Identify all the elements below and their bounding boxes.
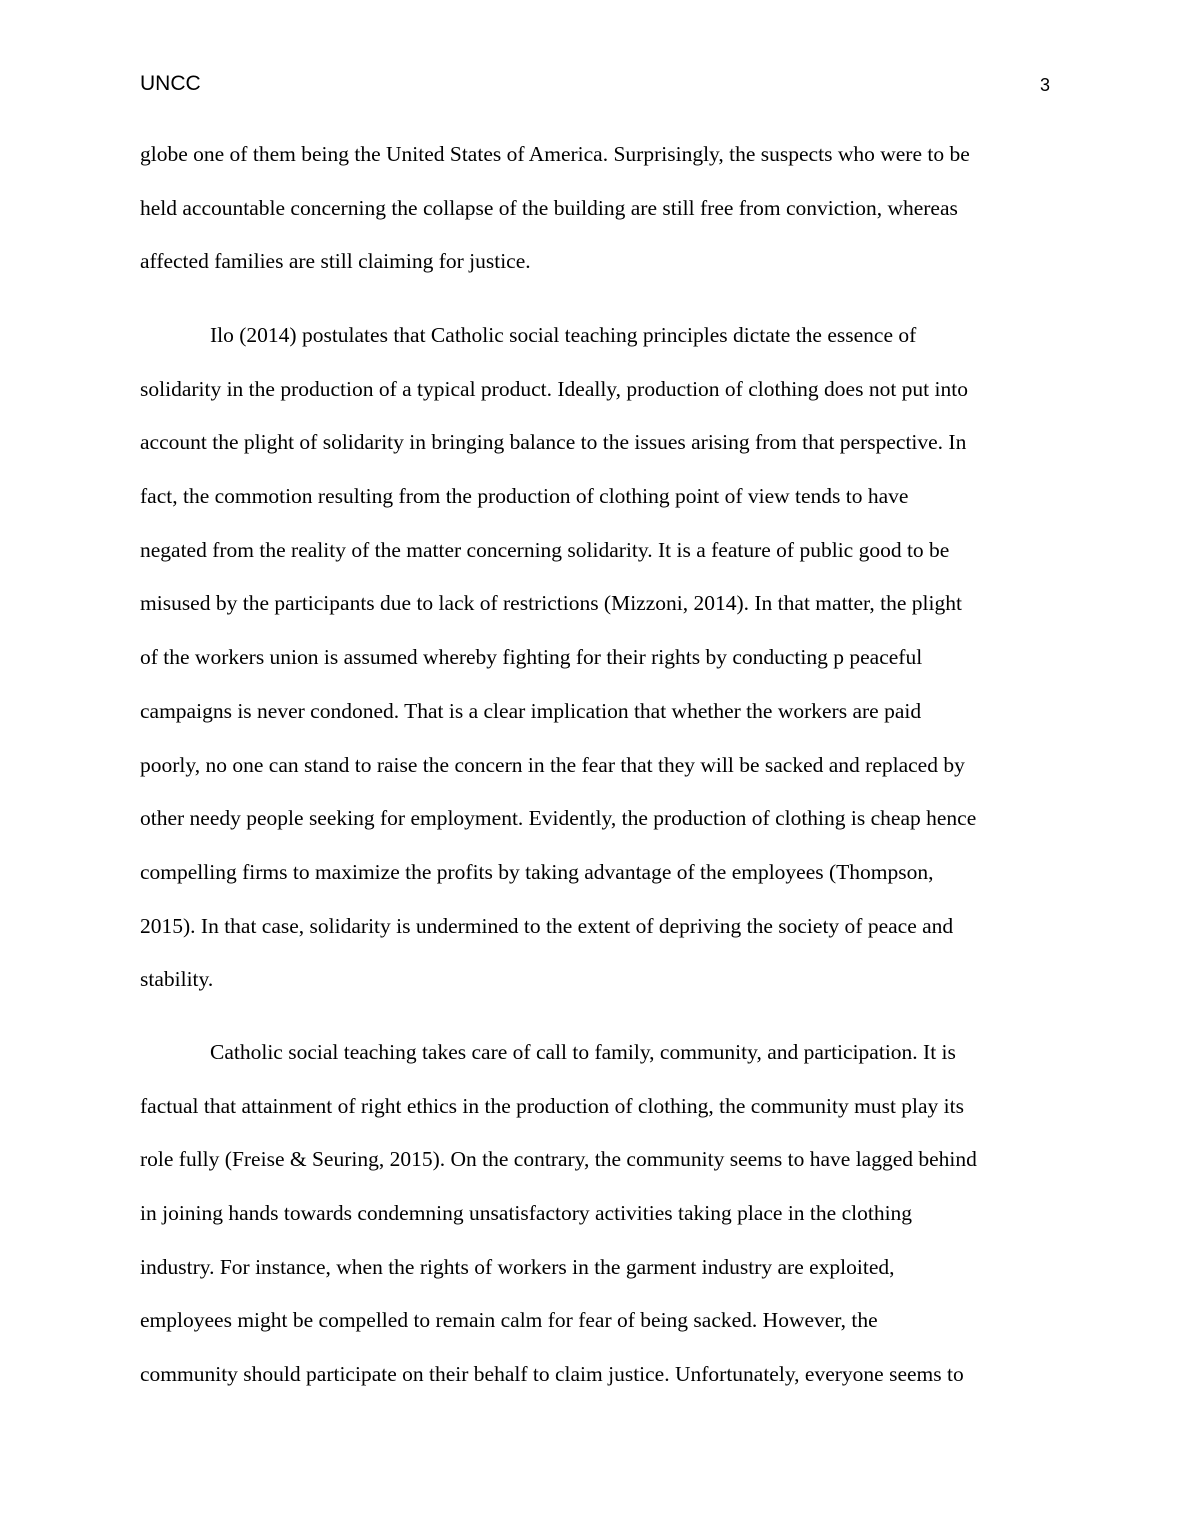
- text-line: in joining hands towards condemning unsatisfactory activities taking place in the clothing: [140, 1201, 913, 1226]
- text-line: Catholic social teaching takes care of call to family, community, and participation. It is: [210, 1040, 956, 1064]
- text-line: affected families are still claiming for justice.: [140, 249, 531, 274]
- text-line: misused by the participants due to lack of restrictions (Mizzoni, 2014). In that matter, the plight: [140, 591, 962, 616]
- paragraph-1: [140, 141, 1050, 302]
- text-line: held accountable concerning the collapse of the building are still free from conviction, whereas: [140, 195, 958, 220]
- text-line: campaigns is never condoned. That is a clear implication that whether the workers are paid: [140, 698, 922, 723]
- text-line: account the plight of solidarity in bringing balance to the issues arising from that perspective. In: [140, 430, 967, 455]
- text-line: other needy people seeking for employment. Evidently, the production of clothing is cheap hence: [140, 806, 977, 831]
- text-line: compelling firms to maximize the profits by taking advantage of the employees (Thompson,: [140, 859, 934, 884]
- text-line: community should participate on their behalf to claim justice. Unfortunately, everyone seems to: [140, 1362, 964, 1387]
- running-head: UNCC: [140, 72, 201, 95]
- text-line: role fully (Freise & Seuring, 2015). On the contrary, the community seems to have lagged behind: [140, 1147, 977, 1172]
- text-line: poorly, no one can stand to raise the concern in the fear that they will be sacked and replaced by: [140, 752, 965, 777]
- text-line: globe one of them being the United States of America. Surprisingly, the suspects who were to be: [140, 142, 970, 166]
- text-line: 2015). In that case, solidarity is undermined to the extent of depriving the society of peace and: [140, 913, 954, 938]
- text-line: negated from the reality of the matter concerning solidarity. It is a feature of public good to be: [140, 537, 950, 562]
- page-number: 3: [1039, 75, 1050, 95]
- text-line: fact, the commotion resulting from the production of clothing point of view tends to have: [140, 484, 909, 509]
- text-line: employees might be compelled to remain calm for fear of being sacked. However, the: [140, 1308, 878, 1333]
- text-line: factual that attainment of right ethics in the production of clothing, the community must play its: [140, 1093, 964, 1118]
- text-line: Ilo (2014) postulates that Catholic social teaching principles dictate the essence of: [210, 323, 917, 347]
- text-line: stability.: [140, 967, 214, 992]
- text-line: of the workers union is assumed whereby fighting for their rights by conducting p peaceful: [140, 645, 923, 670]
- paragraph-3: [140, 1039, 1050, 1415]
- paragraph-2: [140, 322, 1050, 1020]
- text-line: industry. For instance, when the rights of workers in the garment industry are exploited,: [140, 1254, 895, 1279]
- text-line: solidarity in the production of a typical product. Ideally, production of clothing does not put into: [140, 376, 968, 401]
